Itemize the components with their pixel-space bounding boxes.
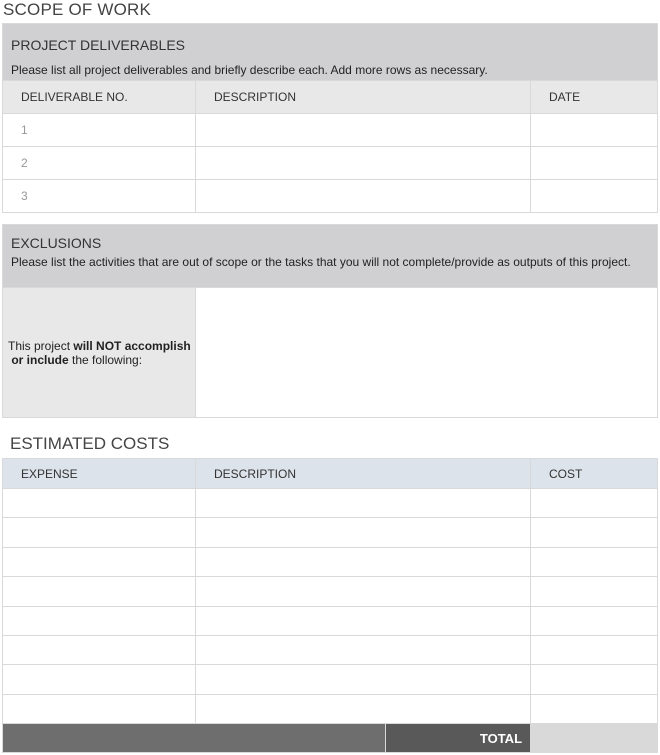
cost-cell[interactable] <box>531 606 658 635</box>
expense-cell[interactable] <box>3 547 196 576</box>
exclusions-input-area[interactable] <box>196 288 658 418</box>
page-title: SCOPE OF WORK <box>3 0 152 19</box>
total-bar <box>3 724 386 753</box>
exclusions-header <box>3 225 658 288</box>
exclusions-heading: EXCLUSIONS <box>11 235 102 251</box>
description-cell[interactable] <box>196 606 531 635</box>
exclusions-label <box>3 288 196 418</box>
table-row <box>3 518 658 547</box>
table-row <box>3 114 658 147</box>
expense-cell[interactable] <box>3 518 196 547</box>
date-cell[interactable] <box>531 147 658 180</box>
expense-cell[interactable] <box>3 635 196 664</box>
deliverables-header <box>3 24 658 81</box>
description-cell[interactable] <box>196 180 531 213</box>
description-cell[interactable] <box>196 489 531 518</box>
exclusions-subtext: Please list the activities that are out of scope or the tasks that you will not complete/provide as outputs of this project. <box>11 255 631 269</box>
col-cost: COST <box>531 459 658 489</box>
deliverables-table <box>2 23 658 213</box>
label-text: the following: <box>68 352 143 367</box>
expense-cell[interactable] <box>3 694 196 723</box>
description-cell[interactable] <box>196 665 531 694</box>
cost-cell[interactable] <box>531 635 658 664</box>
table-row <box>3 694 658 723</box>
row-number[interactable]: 3 <box>3 180 196 213</box>
col-expense: EXPENSE <box>3 459 196 489</box>
exclusions-table <box>2 224 658 418</box>
table-row <box>3 606 658 635</box>
table-row <box>3 489 658 518</box>
label-text: This project <box>8 338 74 353</box>
costs-table <box>2 458 658 753</box>
table-row <box>3 180 658 213</box>
cost-cell[interactable] <box>531 518 658 547</box>
table-row <box>3 665 658 694</box>
description-cell[interactable] <box>196 577 531 606</box>
description-cell[interactable] <box>196 114 531 147</box>
label-bold: or include <box>11 352 69 367</box>
label-bold: will NOT accomplish <box>73 338 191 353</box>
cost-cell[interactable] <box>531 547 658 576</box>
table-row <box>3 635 658 664</box>
total-value-cell[interactable] <box>531 724 658 753</box>
col-description: DESCRIPTION <box>196 459 531 489</box>
deliverables-heading: PROJECT DELIVERABLES <box>11 37 186 53</box>
total-label: TOTAL <box>386 724 531 753</box>
col-description: DESCRIPTION <box>196 81 531 114</box>
cost-cell[interactable] <box>531 577 658 606</box>
costs-heading: ESTIMATED COSTS <box>10 434 170 453</box>
description-cell[interactable] <box>196 547 531 576</box>
description-cell[interactable] <box>196 635 531 664</box>
row-number[interactable]: 1 <box>3 114 196 147</box>
deliverables-subtext: Please list all project deliverables and briefly describe each. Add more rows as necessary. <box>11 63 488 77</box>
date-cell[interactable] <box>531 114 658 147</box>
description-cell[interactable] <box>196 518 531 547</box>
cost-cell[interactable] <box>531 694 658 723</box>
date-cell[interactable] <box>531 180 658 213</box>
expense-cell[interactable] <box>3 665 196 694</box>
table-row <box>3 547 658 576</box>
description-cell[interactable] <box>196 694 531 723</box>
row-number[interactable]: 2 <box>3 147 196 180</box>
col-deliverable-no: DELIVERABLE NO. <box>3 81 196 114</box>
cost-cell[interactable] <box>531 665 658 694</box>
col-date: DATE <box>531 81 658 114</box>
expense-cell[interactable] <box>3 489 196 518</box>
table-row <box>3 147 658 180</box>
description-cell[interactable] <box>196 147 531 180</box>
table-row <box>3 577 658 606</box>
expense-cell[interactable] <box>3 606 196 635</box>
cost-cell[interactable] <box>531 489 658 518</box>
expense-cell[interactable] <box>3 577 196 606</box>
